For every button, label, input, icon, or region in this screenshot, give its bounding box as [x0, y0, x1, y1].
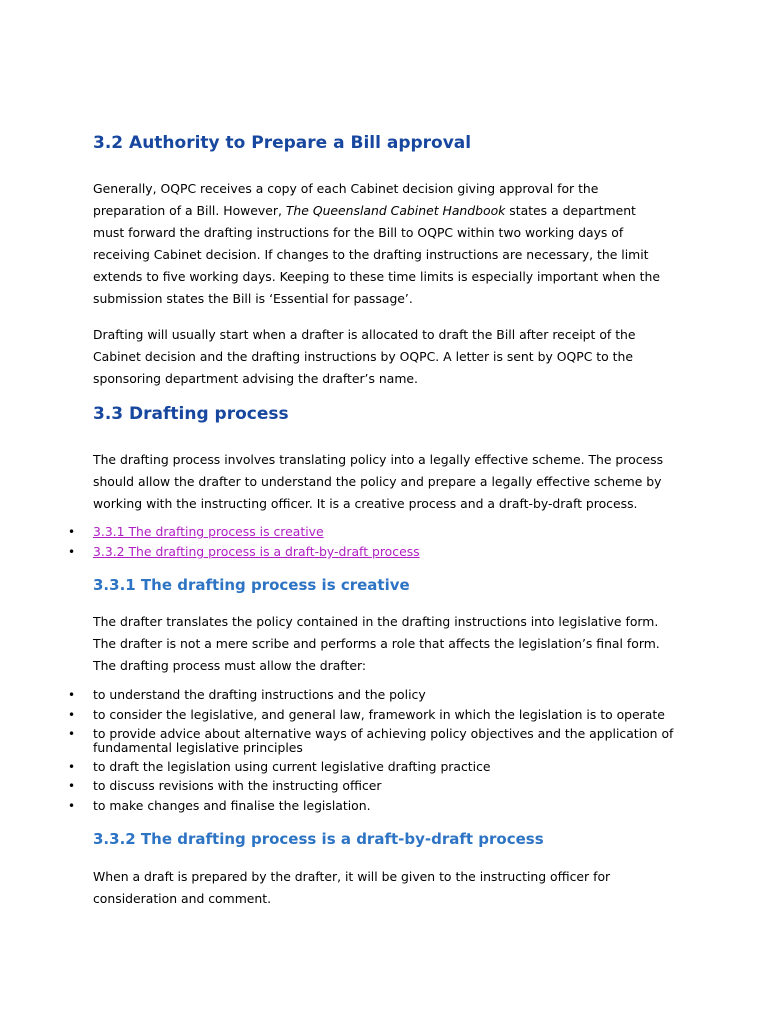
text-line: to provide advice about alternative ways of achieving policy objectives and the application of — [93, 726, 674, 741]
text-line: receiving Cabinet decision. If changes to the drafting instructions are necessary, the limit — [93, 247, 649, 262]
bullet-icon: • — [68, 760, 76, 774]
handbook-title: The Queensland Cabinet Handbook — [285, 203, 506, 218]
bullet-icon: • — [68, 779, 76, 793]
text-fragment: preparation of a Bill. However, — [93, 203, 286, 218]
list-item-text — [93, 727, 683, 755]
heading-3-2: 3.2 Authority to Prepare a Bill approval — [93, 133, 472, 153]
text-line: The drafting process involves translating policy into a legally effective scheme. The process — [93, 452, 664, 467]
text-line: The drafter is not a mere scribe and performs a role that affects the legislation’s final form. — [93, 636, 660, 651]
link-3-3-2[interactable]: 3.3.2 The drafting process is a draft-by-draft process — [93, 544, 420, 559]
bullet-icon: • — [68, 799, 76, 813]
heading-3-3: 3.3 Drafting process — [93, 404, 289, 424]
paragraph-drafting-process — [93, 449, 673, 515]
text-line: consideration and comment. — [93, 891, 272, 906]
bullet-icon: • — [68, 708, 76, 722]
text-fragment: states a department — [505, 203, 636, 218]
link-3-3-1[interactable]: 3.3.1 The drafting process is creative — [93, 524, 324, 539]
heading-3-3-2: 3.3.2 The drafting process is a draft-by-draft process — [93, 830, 544, 848]
text-line: When a draft is prepared by the drafter, it will be given to the instructing officer for — [93, 869, 611, 884]
paragraph-authority — [93, 178, 673, 310]
text-line: should allow the drafter to understand the policy and prepare a legally effective scheme by — [93, 474, 662, 489]
text-line: Generally, OQPC receives a copy of each Cabinet decision giving approval for the — [93, 181, 599, 196]
text-line: submission states the Bill is ‘Essential for passage’. — [93, 291, 413, 306]
bullet-icon: • — [68, 525, 76, 539]
bullet-icon: • — [68, 688, 76, 702]
list-item-text: to discuss revisions with the instructing officer — [93, 778, 382, 793]
text-line: The drafter translates the policy contained in the drafting instructions into legislative form. — [93, 614, 659, 629]
bullet-icon: • — [68, 545, 76, 559]
text-line: The drafting process must allow the drafter: — [93, 658, 366, 673]
text-line: working with the instructing officer. It is a creative process and a draft-by-draft process. — [93, 496, 638, 511]
text-line: Drafting will usually start when a drafter is allocated to draft the Bill after receipt of the — [93, 327, 636, 342]
paragraph-drafting-start — [93, 324, 673, 390]
bullet-icon: • — [68, 727, 76, 741]
list-item-text: to understand the drafting instructions and the policy — [93, 687, 426, 702]
text-line: must forward the drafting instructions for the Bill to OQPC within two working days of — [93, 225, 624, 240]
text-line: sponsoring department advising the drafter’s name. — [93, 371, 418, 386]
text-line: fundamental legislative principles — [93, 740, 303, 755]
text-line: Cabinet decision and the drafting instructions by OQPC. A letter is sent by OQPC to the — [93, 349, 633, 364]
text-line: extends to five working days. Keeping to these time limits is especially important when the — [93, 269, 660, 284]
heading-3-3-1: 3.3.1 The drafting process is creative — [93, 576, 410, 594]
text-line — [93, 200, 673, 222]
paragraph-draft-by-draft — [93, 866, 673, 910]
list-item-text: to draft the legislation using current legislative drafting practice — [93, 759, 491, 774]
list-item-text: to consider the legislative, and general law, framework in which the legislation is to operate — [93, 707, 665, 722]
paragraph-creative — [93, 611, 673, 677]
list-item-text: to make changes and finalise the legislation. — [93, 798, 371, 813]
